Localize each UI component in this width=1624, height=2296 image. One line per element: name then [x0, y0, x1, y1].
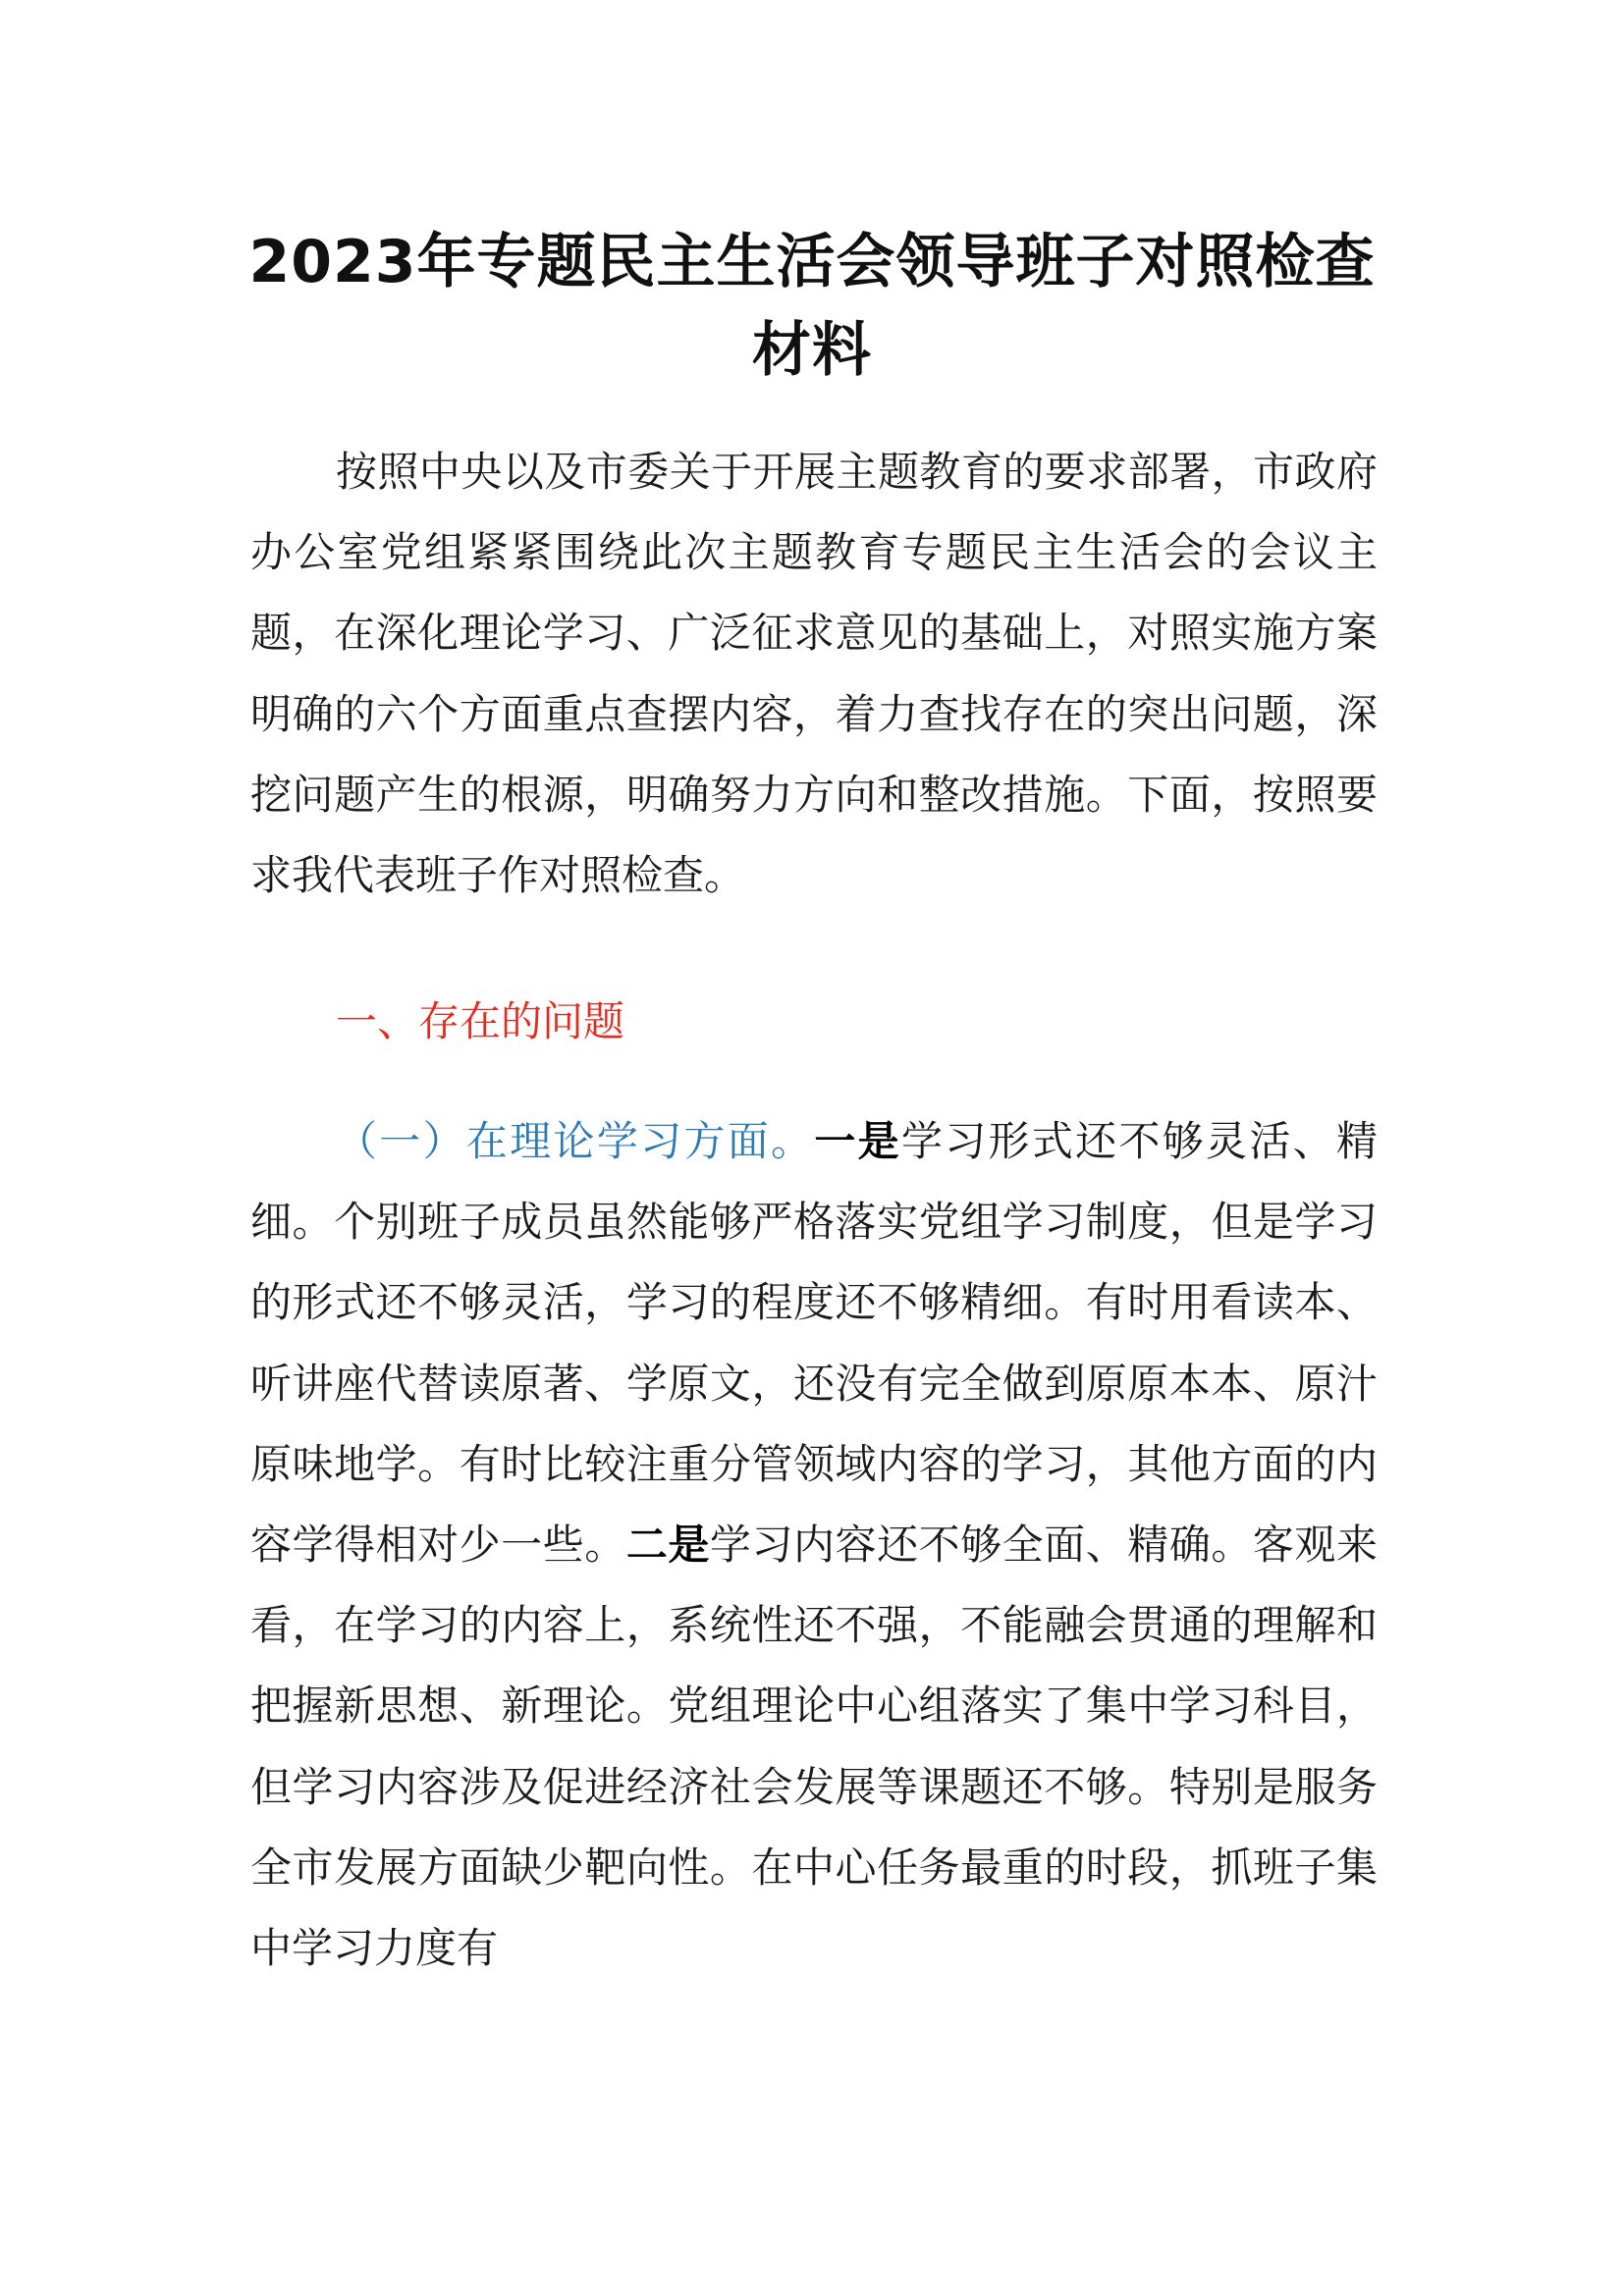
title-line-2: 材料: [752, 316, 872, 385]
point-2-text: 学习内容还不够全面、精确。客观来看，在学习的内容上，系统性还不强，不能融会贯通的理解和把握新思想、新理论。党组理论中心组落实了集中学习科目，但学习内容涉及促进经济社会发展等课题还不够。特别是服务全市发展方面缺少靶向性。在中心任务最重的时段，抓班子集中学习力度有: [250, 1521, 1378, 1973]
section-paragraph: [250, 1101, 1378, 1989]
title-line-1: 2023年专题民主生活会领导班子对照检查: [248, 228, 1376, 296]
point-1-text: 学习形式还不够灵活、精细。个别班子成员虽然能够严格落实党组学习制度，但是学习的形式还不够灵活，学习的程度还不够精细。有时用看读本、听讲座代替读原著、学原文，还没有完全做到原原本本、原汁原味地学。有时比较注重分管领域内容的学习，其他方面的内容学得相对少一些。: [250, 1117, 1378, 1570]
section-heading: 一、存在的问题: [336, 997, 625, 1045]
document-title: [245, 218, 1379, 395]
subsection-heading: （一）在理论学习方面。: [336, 1117, 815, 1165]
point-2-label: 二是: [625, 1521, 710, 1570]
point-1-label: 一是: [814, 1117, 901, 1165]
intro-paragraph: 按照中央以及市委关于开展主题教育的要求部署，市政府办公室党组紧紧围绕此次主题教育专题民主生活会的会议主题，在深化理论学习、广泛征求意见的基础上，对照实施方案明确的六个方面重点查摆内容，着力查找存在的突出问题，深挖问题产生的根源，明确努力方向和整改措施。下面，按照要求我代表班子作对照检查。: [250, 448, 1378, 900]
